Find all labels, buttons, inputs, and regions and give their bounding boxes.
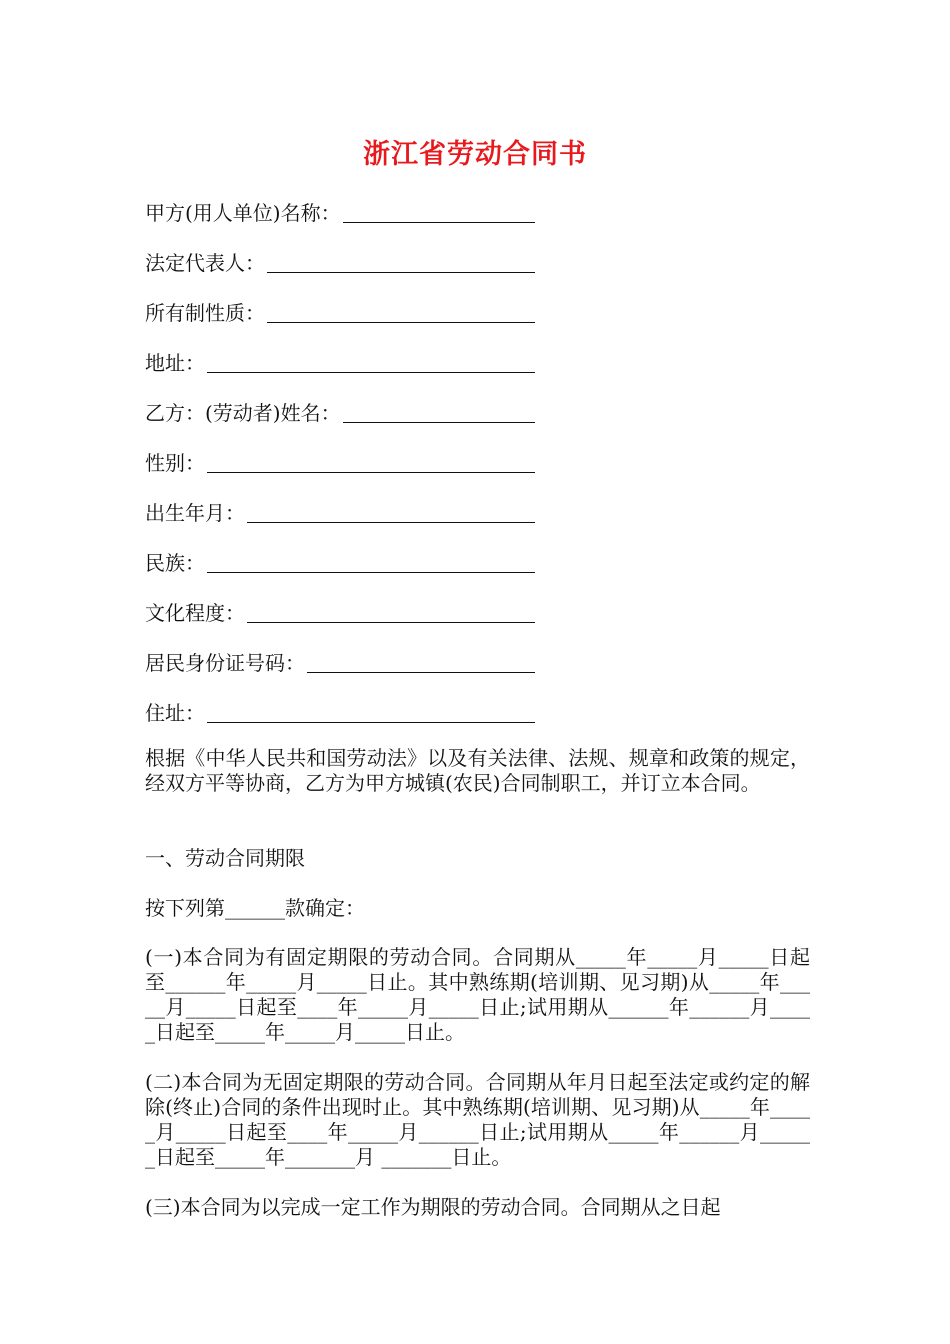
document-title: 浙江省劳动合同书 xyxy=(363,139,587,170)
field-label: 性别： xyxy=(145,451,205,475)
party-info-fields xyxy=(145,198,545,748)
blank-line xyxy=(207,448,535,473)
blank-line xyxy=(267,248,535,273)
blank-line xyxy=(343,398,535,423)
blank-line xyxy=(207,548,535,573)
field-label: 所有制性质： xyxy=(145,301,265,325)
field-legal-representative xyxy=(145,248,545,298)
field-label: 地址： xyxy=(145,351,205,375)
field-employee-name xyxy=(145,398,545,448)
field-label: 乙方：(劳动者)姓名： xyxy=(145,401,341,425)
preamble-paragraph: 根据《中华人民共和国劳动法》以及有关法律、法规、规章和政策的规定，经双方平等协商，乙方为甲方城镇(农民)合同制职工，并订立本合同。 xyxy=(145,746,810,795)
field-ethnicity xyxy=(145,548,545,598)
field-employer-address xyxy=(145,348,545,398)
clause-task-based: (三)本合同为以完成一定工作为期限的劳动合同。合同期从之日起 xyxy=(145,1195,721,1219)
blank-line xyxy=(207,698,535,723)
clause-selection-line: 按下列第______款确定： xyxy=(145,896,365,920)
blank-line xyxy=(247,598,535,623)
field-id-number xyxy=(145,648,545,698)
blank-line xyxy=(247,498,535,523)
blank-line xyxy=(343,198,535,223)
section-heading-contract-term: 一、劳动合同期限 xyxy=(145,846,305,870)
clause-open-ended: (二)本合同为无固定期限的劳动合同。合同期从年月日起至法定或约定的解除(终止)合同的条件出现时止。其中熟练期(培训期、见习期)从_____年_____月_____日起至____年_____月______日止;试用期从_____年______月______日起至_____年_______月 _______日止。 xyxy=(145,1070,810,1169)
blank-line xyxy=(207,348,535,373)
field-label: 住址： xyxy=(145,701,205,725)
field-ownership-type xyxy=(145,298,545,348)
field-label: 居民身份证号码： xyxy=(145,651,305,675)
field-residence xyxy=(145,698,545,748)
blank-line xyxy=(307,648,535,673)
field-birth-date xyxy=(145,498,545,548)
field-label: 甲方(用人单位)名称： xyxy=(145,201,341,225)
field-education xyxy=(145,598,545,648)
field-label: 文化程度： xyxy=(145,601,245,625)
field-label: 法定代表人： xyxy=(145,251,265,275)
field-employer-name xyxy=(145,198,545,248)
clause-fixed-term: (一)本合同为有固定期限的劳动合同。合同期从_____年_____月_____日起至______年_____月_____日止。其中熟练期(培训期、见习期)从_____年_____月_____日起至____年_____月_____日止;试用期从______年______月_____日起至_____年_____月_____日止。 xyxy=(145,945,810,1044)
field-gender xyxy=(145,448,545,498)
blank-line xyxy=(267,298,535,323)
field-label: 出生年月： xyxy=(145,501,245,525)
field-label: 民族： xyxy=(145,551,205,575)
